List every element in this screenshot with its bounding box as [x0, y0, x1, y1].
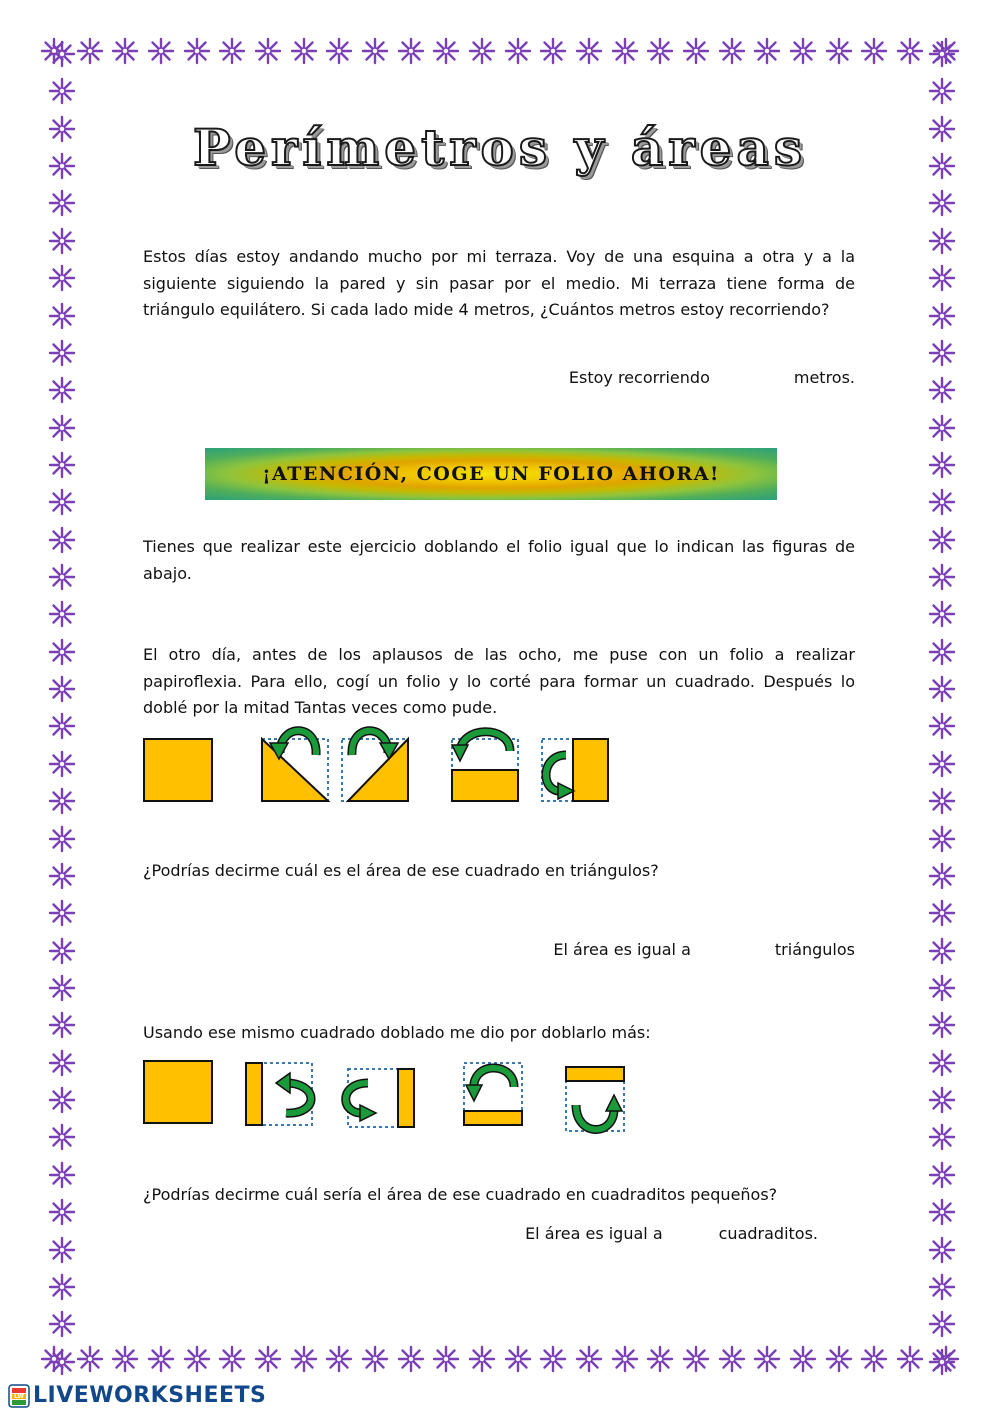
flower-border-icon [147, 1345, 175, 1373]
flower-border-icon [432, 1345, 460, 1373]
flower-border-icon [682, 37, 710, 65]
fold-diagram-1 [130, 715, 630, 810]
border-left [45, 40, 79, 1376]
flower-border-icon [928, 750, 956, 778]
flower-border-icon [76, 1345, 104, 1373]
problem2-question: ¿Podrías decirme cuál es el área de ese cuadrado en triángulos? [143, 861, 659, 880]
page-title: Perímetros y áreas [192, 118, 808, 177]
flower-border-icon [539, 37, 567, 65]
flower-border-icon [789, 1345, 817, 1373]
problem2-answer-line [553, 940, 855, 959]
flower-border-icon [432, 37, 460, 65]
flower-border-icon [468, 1345, 496, 1373]
border-top [40, 34, 960, 68]
flower-border-icon [928, 40, 956, 68]
flower-border-icon [48, 488, 76, 516]
problem3-answer-line [525, 1224, 818, 1243]
flower-border-icon [48, 77, 76, 105]
flower-border-icon [611, 37, 639, 65]
problem1-answer-line [569, 368, 855, 387]
liveworksheets-logo[interactable] [8, 1383, 266, 1408]
flower-border-icon [575, 37, 603, 65]
problem3-answer-prefix: El área es igual a [525, 1224, 663, 1243]
problem2-answer-blank[interactable] [691, 940, 775, 959]
problem1-answer-suffix: metros. [793, 368, 855, 387]
flower-border-icon [397, 37, 425, 65]
flower-border-icon [928, 638, 956, 666]
flower-border-icon [928, 1310, 956, 1338]
attention-banner: ¡ATENCIÓN, COGE UN FOLIO AHORA! [205, 448, 777, 500]
flower-border-icon [896, 37, 924, 65]
flower-border-icon [753, 1345, 781, 1373]
flower-border-icon [48, 339, 76, 367]
flower-border-icon [48, 376, 76, 404]
flower-border-icon [928, 488, 956, 516]
border-bottom [40, 1342, 960, 1376]
problem1-answer-prefix: Estoy recorriendo [568, 368, 710, 387]
flower-border-icon [48, 526, 76, 554]
flower-border-icon [753, 37, 781, 65]
flower-border-icon [254, 1345, 282, 1373]
flower-border-icon [48, 227, 76, 255]
flower-border-icon [682, 1345, 710, 1373]
flower-border-icon [48, 414, 76, 442]
flower-border-icon [111, 37, 139, 65]
flower-border-icon [928, 899, 956, 927]
flower-border-icon [218, 37, 246, 65]
fold-step-1 [246, 1063, 312, 1125]
problem1-text: Estos días estoy andando mucho por mi terraza. Voy de una esquina a otra y a la siguiente siguiendo la pared y sin pasar por el medio. Mi terraza tiene forma de triángulo equilátero. Si cada lado mide 4 metros, ¿Cuántos metros estoy recorriendo? [143, 247, 855, 319]
flower-border-icon [48, 1273, 76, 1301]
flower-border-icon [718, 37, 746, 65]
flower-border-icon [928, 1161, 956, 1189]
flower-border-icon [825, 1345, 853, 1373]
border-right [925, 40, 959, 1376]
flower-border-icon [860, 1345, 888, 1373]
flower-border-icon [397, 1345, 425, 1373]
instruction-text: Tienes que realizar este ejercicio doblando el folio igual que lo indican las figuras de abajo. [143, 537, 855, 583]
flower-border-icon [928, 77, 956, 105]
flower-border-icon [539, 1345, 567, 1373]
flower-border-icon [928, 787, 956, 815]
flower-border-icon [928, 974, 956, 1002]
flower-border-icon [928, 414, 956, 442]
flower-border-icon [183, 1345, 211, 1373]
flower-border-icon [928, 1236, 956, 1264]
flower-border-icon [48, 189, 76, 217]
flower-border-icon [825, 37, 853, 65]
fold-step-4 [566, 1067, 624, 1131]
flower-border-icon [76, 37, 104, 65]
flower-border-icon [48, 675, 76, 703]
flower-border-icon [928, 1348, 956, 1376]
flower-border-icon [928, 189, 956, 217]
flower-border-icon [928, 1123, 956, 1151]
vertical-fold-step [542, 739, 608, 801]
flower-border-icon [48, 862, 76, 890]
flower-border-icon [928, 451, 956, 479]
flower-border-icon [48, 825, 76, 853]
flower-border-icon [928, 1049, 956, 1077]
flower-border-icon [928, 1011, 956, 1039]
flower-border-icon [928, 227, 956, 255]
flower-border-icon [928, 937, 956, 965]
flower-border-icon [504, 1345, 532, 1373]
flower-border-icon [48, 1348, 76, 1376]
flower-border-icon [928, 675, 956, 703]
flower-border-icon [48, 451, 76, 479]
flower-border-icon [48, 1198, 76, 1226]
flower-border-icon [48, 1049, 76, 1077]
problem3-answer-blank[interactable] [663, 1224, 719, 1243]
flower-border-icon [928, 825, 956, 853]
flower-border-icon [48, 600, 76, 628]
flower-border-icon [48, 638, 76, 666]
flower-border-icon [48, 563, 76, 591]
flower-border-icon [48, 937, 76, 965]
flower-border-icon [48, 787, 76, 815]
flower-border-icon [575, 1345, 603, 1373]
flower-border-icon [789, 37, 817, 65]
problem3-answer-suffix: cuadraditos. [718, 1224, 818, 1243]
flower-border-icon [896, 1345, 924, 1373]
problem1-answer-blank[interactable] [710, 368, 794, 387]
flower-border-icon [928, 302, 956, 330]
problem2-answer-prefix: El área es igual a [553, 940, 691, 959]
fold-step-3 [464, 1063, 522, 1125]
flower-border-icon [928, 600, 956, 628]
flower-border-icon [468, 37, 496, 65]
paper-square-2 [144, 1061, 212, 1123]
flower-border-icon [48, 1011, 76, 1039]
flower-border-icon [325, 1345, 353, 1373]
flower-border-icon [361, 1345, 389, 1373]
diagonal-fold-step-b [342, 731, 408, 801]
flower-border-icon [48, 899, 76, 927]
flower-border-icon [928, 526, 956, 554]
flower-border-icon [290, 1345, 318, 1373]
problem3-question: ¿Podrías decirme cuál sería el área de ese cuadrado en cuadraditos pequeños? [143, 1185, 778, 1204]
flower-border-icon [183, 37, 211, 65]
flower-border-icon [48, 712, 76, 740]
horizontal-fold-step [452, 732, 518, 801]
problem2-text: El otro día, antes de los aplausos de las ocho, me puse con un folio a realizar papiroflexia. Para ello, cogí un folio y lo corté para formar un cuadrado. Después lo doblé por la mitad Tantas veces como pude. [143, 645, 855, 717]
flower-border-icon [48, 974, 76, 1002]
flower-border-icon [48, 1161, 76, 1189]
flower-border-icon [361, 37, 389, 65]
flower-border-icon [111, 1345, 139, 1373]
flower-border-icon [928, 1273, 956, 1301]
flower-border-icon [48, 264, 76, 292]
flower-border-icon [290, 37, 318, 65]
flower-border-icon [48, 302, 76, 330]
problem2-answer-suffix: triángulos [774, 940, 855, 959]
flower-border-icon [928, 862, 956, 890]
flower-border-icon [504, 37, 532, 65]
flower-border-icon [48, 1310, 76, 1338]
flower-border-icon [254, 37, 282, 65]
liveworksheets-logo-icon [8, 1384, 30, 1408]
flower-border-icon [48, 1086, 76, 1114]
fold-step-2 [346, 1069, 414, 1127]
svg-text:LW: LW [14, 1392, 24, 1400]
flower-border-icon [646, 37, 674, 65]
flower-border-icon [928, 1086, 956, 1114]
flower-border-icon [48, 750, 76, 778]
flower-border-icon [928, 1198, 956, 1226]
problem3-text: Usando ese mismo cuadrado doblado me dio por doblarlo más: [143, 1023, 651, 1042]
fold-diagram-2 [130, 1055, 640, 1140]
flower-border-icon [928, 339, 956, 367]
flower-border-icon [611, 1345, 639, 1373]
flower-border-icon [928, 376, 956, 404]
flower-border-icon [646, 1345, 674, 1373]
flower-border-icon [48, 1123, 76, 1151]
liveworksheets-logo-text: LIVEWORKSHEETS [33, 1383, 267, 1408]
flower-border-icon [928, 712, 956, 740]
paper-square [144, 739, 212, 801]
flower-border-icon [48, 40, 76, 68]
flower-border-icon [218, 1345, 246, 1373]
flower-border-icon [48, 1236, 76, 1264]
flower-border-icon [718, 1345, 746, 1373]
flower-border-icon [928, 264, 956, 292]
flower-border-icon [860, 37, 888, 65]
flower-border-icon [147, 37, 175, 65]
diagonal-fold-step-a [262, 731, 328, 801]
flower-border-icon [325, 37, 353, 65]
flower-border-icon [928, 563, 956, 591]
